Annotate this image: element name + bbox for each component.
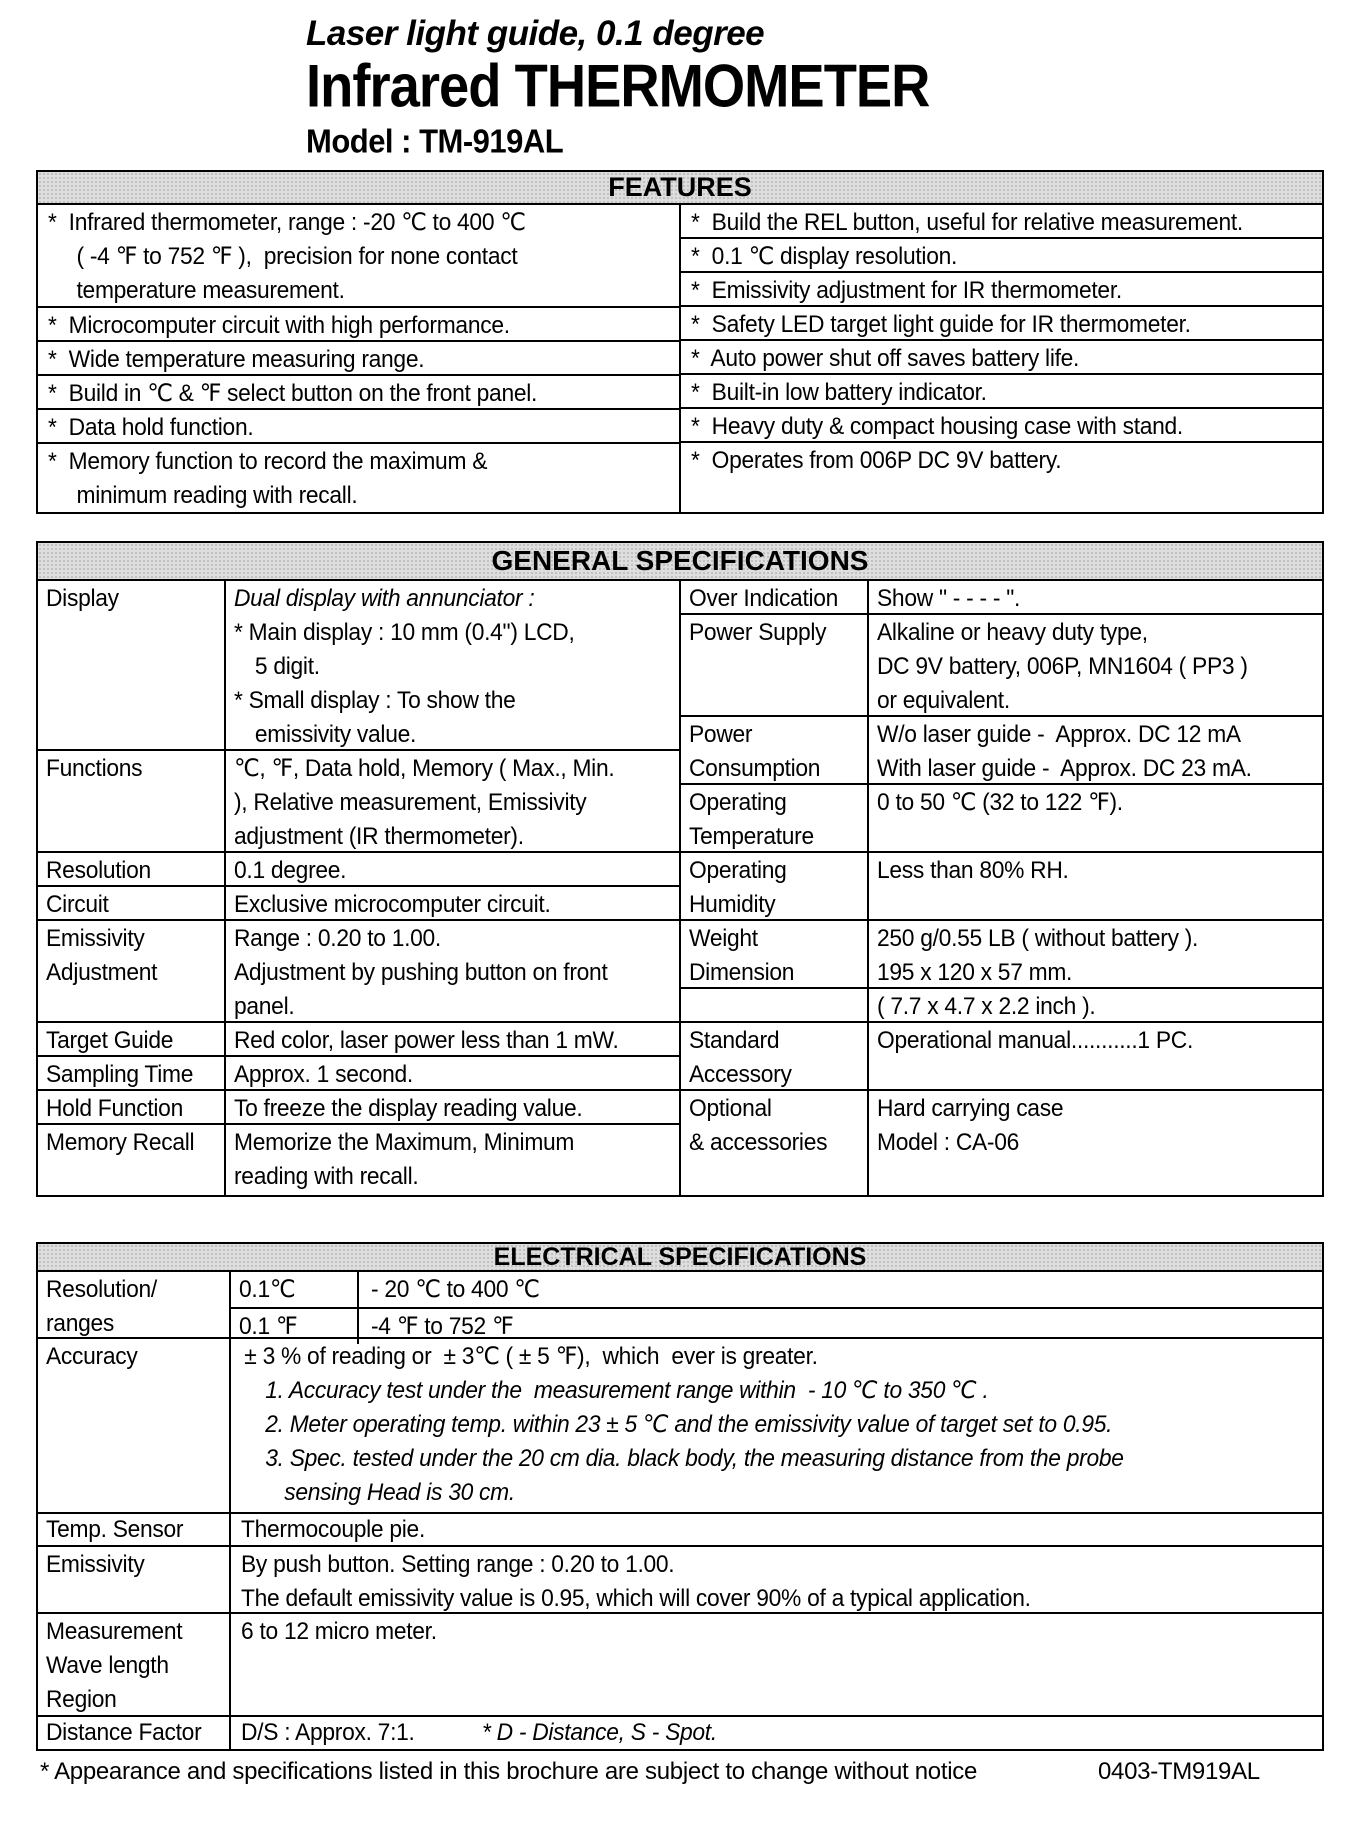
text-line: By push button. Setting range : 0.20 to 1.00.	[241, 1551, 675, 1578]
text-line: Region	[46, 1686, 117, 1713]
text-line: * Memory function to record the maximum &	[48, 448, 488, 475]
text-line: W/o laser guide - Approx. DC 12 mA	[877, 721, 1241, 748]
text-line: * Infrared thermometer, range : -20 ℃ to 400 ℃	[48, 209, 526, 236]
spec-row	[681, 717, 1322, 785]
spec-value	[869, 615, 1322, 715]
text-line: Humidity	[689, 891, 776, 918]
spec-row-accuracy	[38, 1339, 1322, 1514]
spec-row	[38, 887, 679, 921]
spec-value	[226, 1125, 679, 1195]
text-line: Display	[46, 585, 119, 612]
spec-label	[38, 921, 226, 1021]
text-line: Memorize the Maximum, Minimum	[234, 1129, 575, 1156]
text-line: Red color, laser power less than 1 mW.	[234, 1027, 619, 1054]
text-line: Operational manual...........1 PC.	[877, 1027, 1194, 1054]
text-line: Thermocouple pie.	[241, 1516, 426, 1543]
range-cell	[359, 1272, 1322, 1307]
text-line: * D - Distance, S - Spot.	[481, 1719, 717, 1746]
text-line: temperature measurement.	[76, 277, 345, 304]
text-line: Emissivity	[46, 925, 145, 952]
spec-value	[226, 921, 679, 1021]
text-line: Dimension	[689, 959, 795, 986]
text-line: DC 9V battery, 006P, MN1604 ( PP3 )	[877, 653, 1248, 680]
feature-item	[38, 342, 679, 376]
text-line: 1. Accuracy test under the measurement range within - 10 ℃ to 350 ℃ .	[265, 1377, 989, 1404]
text-line: Sampling Time	[46, 1061, 194, 1088]
text-line: Alkaline or heavy duty type,	[877, 619, 1148, 646]
spec-value	[869, 989, 1322, 1021]
spec-label	[38, 1057, 226, 1089]
features-right-column	[681, 205, 1322, 512]
resolution-range-row	[231, 1309, 1322, 1344]
text-line: ± 3 % of reading or ± 3℃ ( ± 5 ℉), which ever is greater.	[244, 1343, 818, 1370]
text-line: * Emissivity adjustment for IR thermometer.	[691, 277, 1122, 304]
feature-item	[681, 341, 1322, 375]
spec-value	[226, 887, 679, 919]
text-line: Resolution	[46, 857, 151, 884]
feature-item	[681, 409, 1322, 443]
spec-label	[38, 1547, 231, 1612]
feature-item	[681, 239, 1322, 273]
text-line: Distance Factor	[46, 1719, 202, 1746]
text-line: Accessory	[689, 1061, 792, 1088]
spec-row	[38, 921, 679, 1023]
text-line: 195 x 120 x 57 mm.	[877, 959, 1073, 986]
text-line: & accessories	[689, 1129, 828, 1156]
text-line: ( -4 ℉ to 752 ℉ ), precision for none contact	[76, 243, 518, 270]
spec-value	[226, 1091, 679, 1123]
document-header	[306, 12, 949, 160]
text-line: Resolution/	[46, 1276, 157, 1303]
text-line: 250 g/0.55 LB ( without battery ).	[877, 925, 1199, 952]
spec-label	[38, 1717, 231, 1749]
spec-value	[869, 785, 1322, 851]
text-line: Target Guide	[46, 1027, 174, 1054]
electrical-specs-table	[36, 1242, 1324, 1751]
spec-label	[38, 1514, 231, 1545]
feature-item	[38, 308, 679, 342]
spec-label	[38, 887, 226, 919]
feature-item	[681, 443, 1322, 512]
spec-row	[38, 1125, 679, 1195]
text-line: Memory Recall	[46, 1129, 195, 1156]
spec-value	[226, 751, 679, 851]
page-title: Infrared THERMOMETER	[306, 51, 930, 120]
features-table	[36, 170, 1324, 514]
text-line: Less than 80% RH.	[877, 857, 1069, 884]
text-line: * Build in ℃ & ℉ select button on the front panel.	[48, 380, 538, 407]
text-line: Power Supply	[689, 619, 827, 646]
feature-item	[38, 376, 679, 410]
text-line: Hard carrying case	[877, 1095, 1064, 1122]
footer-note: * Appearance and specifications listed in this brochure are subject to change without notice	[40, 1758, 977, 1785]
spec-label	[681, 1091, 869, 1195]
spec-row	[38, 751, 679, 853]
general-specs-left-column	[38, 581, 681, 1195]
spec-label	[681, 1023, 869, 1089]
spec-value	[231, 1547, 1322, 1612]
spec-value	[869, 853, 1322, 919]
text-line: * Data hold function.	[48, 414, 254, 441]
text-line: Dual display with annunciator :	[234, 585, 535, 612]
text-line: To freeze the display reading value.	[234, 1095, 583, 1122]
spec-value	[869, 1023, 1322, 1089]
text-line: Range : 0.20 to 1.00.	[234, 925, 441, 952]
text-line: sensing Head is 30 cm.	[284, 1479, 515, 1506]
text-line: Emissivity	[46, 1551, 145, 1578]
spec-value	[231, 1717, 1322, 1749]
text-line: * Build the REL button, useful for relative measurement.	[691, 209, 1243, 236]
spec-row	[681, 615, 1322, 717]
general-specs-right-column	[681, 581, 1322, 1195]
text-line: Functions	[46, 755, 143, 782]
feature-item	[681, 375, 1322, 409]
spec-label	[38, 1614, 231, 1715]
text-line: ranges	[46, 1310, 115, 1337]
spec-row	[681, 853, 1322, 921]
spec-label	[681, 853, 869, 919]
text-line: reading with recall.	[234, 1163, 419, 1190]
text-line: The default emissivity value is 0.95, which will cover 90% of a typical application.	[241, 1585, 1031, 1612]
text-line: With laser guide - Approx. DC 23 mA.	[877, 755, 1252, 782]
spec-label	[681, 989, 869, 1021]
text-line: * Operates from 006P DC 9V battery.	[691, 447, 1062, 474]
text-line: Operating	[689, 857, 787, 884]
resolution-cell	[231, 1309, 359, 1344]
spec-label	[38, 751, 226, 851]
text-line: -4 ℉ to 752 ℉	[371, 1313, 514, 1340]
spec-row	[38, 1023, 679, 1057]
features-body	[38, 205, 1322, 512]
text-line: 0.1℃	[239, 1276, 296, 1303]
spec-label	[681, 581, 869, 613]
spec-label	[681, 717, 869, 783]
spec-row	[681, 921, 1322, 989]
text-line: Measurement	[46, 1618, 183, 1645]
spec-row-emissivity	[38, 1547, 1322, 1614]
feature-item	[681, 205, 1322, 239]
spec-row	[681, 581, 1322, 615]
spec-value	[231, 1514, 1322, 1545]
spec-label	[681, 785, 869, 851]
text-line: - 20 ℃ to 400 ℃	[371, 1276, 540, 1303]
feature-item	[681, 307, 1322, 341]
text-line: Power	[689, 721, 753, 748]
text-line: Temperature	[689, 823, 814, 850]
text-line: * 0.1 ℃ display resolution.	[691, 243, 958, 270]
spec-row	[681, 1091, 1322, 1195]
spec-label	[38, 1272, 231, 1337]
feature-item	[681, 273, 1322, 307]
text-line: * Main display : 10 mm (0.4") LCD,	[234, 619, 575, 646]
text-line: 2. Meter operating temp. within 23 ± 5 ℃ and the emissivity value of target set to 0.95.	[265, 1411, 1113, 1438]
text-line: Accuracy	[46, 1343, 138, 1370]
text-line: 0.1 degree.	[234, 857, 347, 884]
features-left-column	[38, 205, 681, 512]
spec-row	[38, 1091, 679, 1125]
text-line: Wave length	[46, 1652, 169, 1679]
spec-row	[681, 1023, 1322, 1091]
text-line: Operating	[689, 789, 787, 816]
spec-row-temp-sensor	[38, 1514, 1322, 1547]
text-line: panel.	[234, 993, 295, 1020]
spec-label	[38, 581, 226, 749]
spec-row	[38, 853, 679, 887]
text-line: ), Relative measurement, Emissivity	[234, 789, 587, 816]
spec-label	[681, 921, 869, 987]
text-line: 3. Spec. tested under the 20 cm dia. black body, the measuring distance from the probe	[265, 1445, 1124, 1472]
spec-label	[38, 1339, 231, 1512]
text-line: Consumption	[689, 755, 821, 782]
text-line: Temp. Sensor	[46, 1516, 184, 1543]
text-line: minimum reading with recall.	[76, 482, 358, 509]
text-line: * Auto power shut off saves battery life.	[691, 345, 1080, 372]
text-line: 0 to 50 ℃ (32 to 122 ℉).	[877, 789, 1123, 816]
feature-item	[38, 410, 679, 444]
text-line: or equivalent.	[877, 687, 1010, 714]
spec-label	[38, 1125, 226, 1195]
text-line: Hold Function	[46, 1095, 183, 1122]
spec-value	[869, 717, 1322, 783]
general-specs-section-title: GENERAL SPECIFICATIONS	[38, 543, 1322, 581]
spec-value	[869, 581, 1322, 613]
feature-item	[38, 205, 679, 308]
range-cell	[359, 1309, 1322, 1344]
spec-label	[38, 853, 226, 885]
features-section-title: FEATURES	[38, 172, 1322, 205]
text-line: Circuit	[46, 891, 109, 918]
spec-label	[38, 1091, 226, 1123]
spec-row	[38, 1057, 679, 1091]
text-line: * Safety LED target light guide for IR thermometer.	[691, 311, 1191, 338]
text-line: Optional	[689, 1095, 772, 1122]
spec-row-wavelength	[38, 1614, 1322, 1717]
text-line: Model : CA-06	[877, 1129, 1020, 1156]
spec-label	[681, 615, 869, 715]
text-line: * Built-in low battery indicator.	[691, 379, 987, 406]
text-line: 6 to 12 micro meter.	[241, 1618, 437, 1645]
electrical-specs-section-title: ELECTRICAL SPECIFICATIONS	[38, 1244, 1322, 1272]
text-line: * Heavy duty & compact housing case with stand.	[691, 413, 1183, 440]
text-line: ( 7.7 x 4.7 x 2.2 inch ).	[877, 993, 1096, 1020]
tagline: Laser light guide, 0.1 degree	[306, 14, 765, 53]
spec-row	[681, 785, 1322, 853]
text-line: Standard	[689, 1027, 780, 1054]
text-line: emissivity value.	[254, 721, 417, 748]
text-line: Over Indication	[689, 585, 839, 612]
text-line: adjustment (IR thermometer).	[234, 823, 524, 850]
text-line: D/S : Approx. 7:1.	[241, 1719, 415, 1746]
text-line: * Microcomputer circuit with high performance.	[48, 312, 510, 339]
text-line: * Wide temperature measuring range.	[48, 346, 425, 373]
spec-label	[38, 1023, 226, 1055]
general-specs-table	[36, 541, 1324, 1197]
resolution-ranges-grid	[231, 1272, 1322, 1340]
spec-value	[231, 1339, 1322, 1512]
text-line: 5 digit.	[254, 653, 320, 680]
spec-value	[226, 1023, 679, 1055]
spec-value	[231, 1614, 1322, 1715]
text-line: Adjustment by pushing button on front	[234, 959, 608, 986]
text-line: Approx. 1 second.	[234, 1061, 413, 1088]
text-line: Show " - - - - ".	[877, 585, 1021, 612]
text-line: Exclusive microcomputer circuit.	[234, 891, 551, 918]
spec-row-distance-factor	[38, 1717, 1322, 1749]
text-line: ℃, ℉, Data hold, Memory ( Max., Min.	[234, 755, 615, 782]
spec-row	[38, 581, 679, 751]
feature-item	[38, 444, 679, 513]
text-line: * Small display : To show the	[234, 687, 516, 714]
spec-row-resolution-ranges	[38, 1272, 1322, 1339]
general-specs-body	[38, 581, 1322, 1195]
spec-value	[869, 921, 1322, 987]
spec-row	[681, 989, 1322, 1023]
spec-value	[869, 1091, 1322, 1195]
electrical-specs-body	[38, 1272, 1322, 1749]
footer-document-code: 0403-TM919AL	[1098, 1758, 1260, 1785]
spec-value	[226, 1057, 679, 1089]
text-line: Weight	[689, 925, 758, 952]
resolution-cell	[231, 1272, 359, 1307]
text-line: 0.1 ℉	[239, 1313, 298, 1340]
text-line: Adjustment	[46, 959, 158, 986]
spec-value	[226, 853, 679, 885]
model-number: Model : TM-919AL	[306, 122, 564, 160]
resolution-range-row	[231, 1272, 1322, 1309]
spec-value	[226, 581, 679, 749]
